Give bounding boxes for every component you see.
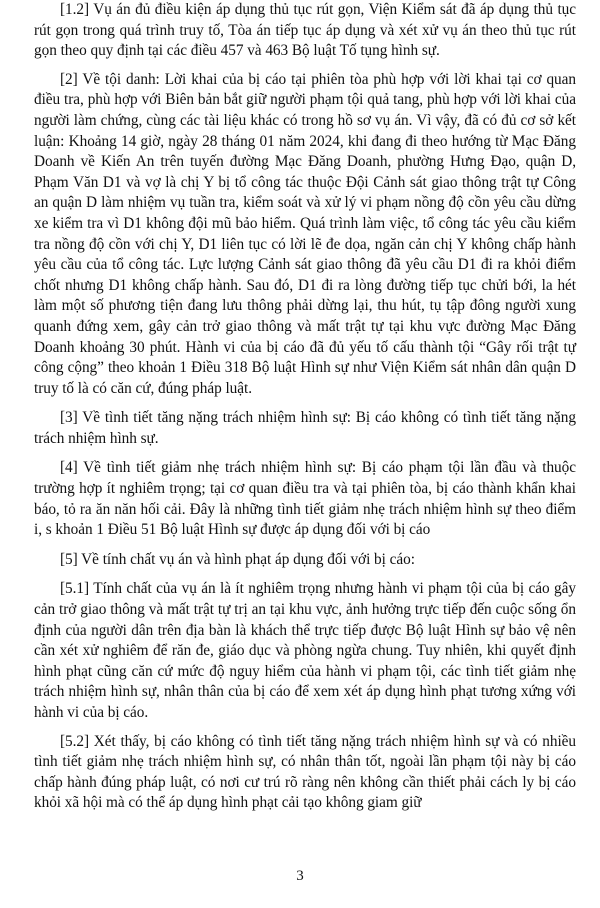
paragraph-5: [5] Về tính chất vụ án và hình phạt áp dụng đối với bị cáo: <box>60 550 415 568</box>
paragraph-5-2: [5.2] Xét thấy, bị cáo không có tình tiết tăng nặng trách nhiệm hình sự và có nhiều tình tiết giảm nhẹ trách nhiệm hình sự, có nhân thân tốt, ngoài lần phạm tội này bị cáo chấp hành đúng pháp luật, có nơi cư trú rõ ràng nên không cần thiết phải cách ly bị cáo khỏi xã hội mà có thể áp dụng hình phạt cải tạo không giam giữ <box>34 732 576 812</box>
paragraph-2: [2] Về tội danh: Lời khai của bị cáo tại phiên tòa phù hợp với lời khai tại cơ quan điều tra, phù hợp với Biên bản bắt giữ người phạm tội quả tang, phù hợp với lời khai của người làm chứng, cùng các tài liệu khác có trong hồ sơ vụ án. Vì vậy, đã có đủ cơ sở kết luận: Khoảng 14 giờ, ngày 28 tháng 01 năm 2024, khi đang đi theo hướng từ Mạc Đăng Doanh về Kiến An trên tuyến đường Mạc Đăng Doanh, phường Hưng Đạo, quận D, Phạm Văn D1 và vợ là chị Y bị tổ công tác thuộc Đội Cảnh sát giao thông trật tự Công an quận D làm nhiệm vụ tuần tra, kiểm soát và xử lý vi phạm nồng độ cồn yêu cầu dừng xe kiểm tra vì D1 không đội mũ bảo hiểm. Quá trình làm việc, tổ công tác yêu cầu kiểm tra nồng độ cồn với chị Y, D1 liên tục có lời lẽ đe dọa, ngăn cản chị Y không chấp hành yêu cầu của tổ công tác. Lực lượng Cảnh sát giao thông đã yêu cầu D1 đi ra khỏi điểm chốt nhưng D1 không chấp hành. Sau đó, D1 đi ra lòng đường tiếp tục chửi bới, la hét làm một số phương tiện đang lưu thông phải dừng lại, thu hút, tụ tập đông người xung quanh đứng xem, gây cản trở giao thông và mất trật tự tại khu vực đường Mạc Đăng Doanh khoảng 30 phút. Hành vi của bị cáo đã đủ yếu tố cấu thành tội “Gây rối trật tự công cộng” theo khoản 1 Điều 318 Bộ luật Hình sự như Viện Kiểm sát nhân dân quận D truy tố là có căn cứ, đúng pháp luật. <box>34 70 576 397</box>
paragraph-3: [3] Về tình tiết tăng nặng trách nhiệm hình sự: Bị cáo không có tình tiết tăng nặng trách nhiệm hình sự. <box>34 409 576 447</box>
paragraph-1-2: [1.2] Vụ án đủ điều kiện áp dụng thủ tục rút gọn, Viện Kiểm sát đã áp dụng thủ tục rút gọn trong quá trình truy tố, Tòa án tiếp tục áp dụng và xét xử vụ án theo thủ tục rút gọn theo quy định tại các điều 457 và 463 Bộ luật Tố tụng hình sự. <box>34 1 576 60</box>
paragraph-4: [4] Về tình tiết giảm nhẹ trách nhiệm hình sự: Bị cáo phạm tội lần đầu và thuộc trường hợp ít nghiêm trọng; tại cơ quan điều tra và tại phiên tòa, bị cáo thành khẩn khai báo, tỏ ra ăn năn hối cải. Đây là những tình tiết giảm nhẹ trách nhiệm hình sự theo điểm i, s khoản 1 Điều 51 Bộ luật Hình sự được áp dụng đối với bị cáo <box>34 459 576 539</box>
paragraph-5-1: [5.1] Tính chất của vụ án là ít nghiêm trọng nhưng hành vi phạm tội của bị cáo gây cản trở giao thông và mất trật tự trị an tại khu vực, ảnh hưởng trực tiếp đến cuộc sống ổn định của người dân trên địa bàn là khách thể trực tiếp được Bộ luật Hình sự bảo vệ nên cần xét xử nghiêm để răn đe, giáo dục và phòng ngừa chung. Tuy nhiên, khi quyết định hình phạt cũng căn cứ mức độ nguy hiểm của hành vi phạm tội, các tình tiết giảm nhẹ trách nhiệm hình sự, nhân thân của bị cáo để xem xét áp dụng hình phạt tương xứng với hành vi của bị cáo. <box>34 580 576 721</box>
document-body <box>34 0 576 821</box>
page-number: 3 <box>296 868 304 884</box>
